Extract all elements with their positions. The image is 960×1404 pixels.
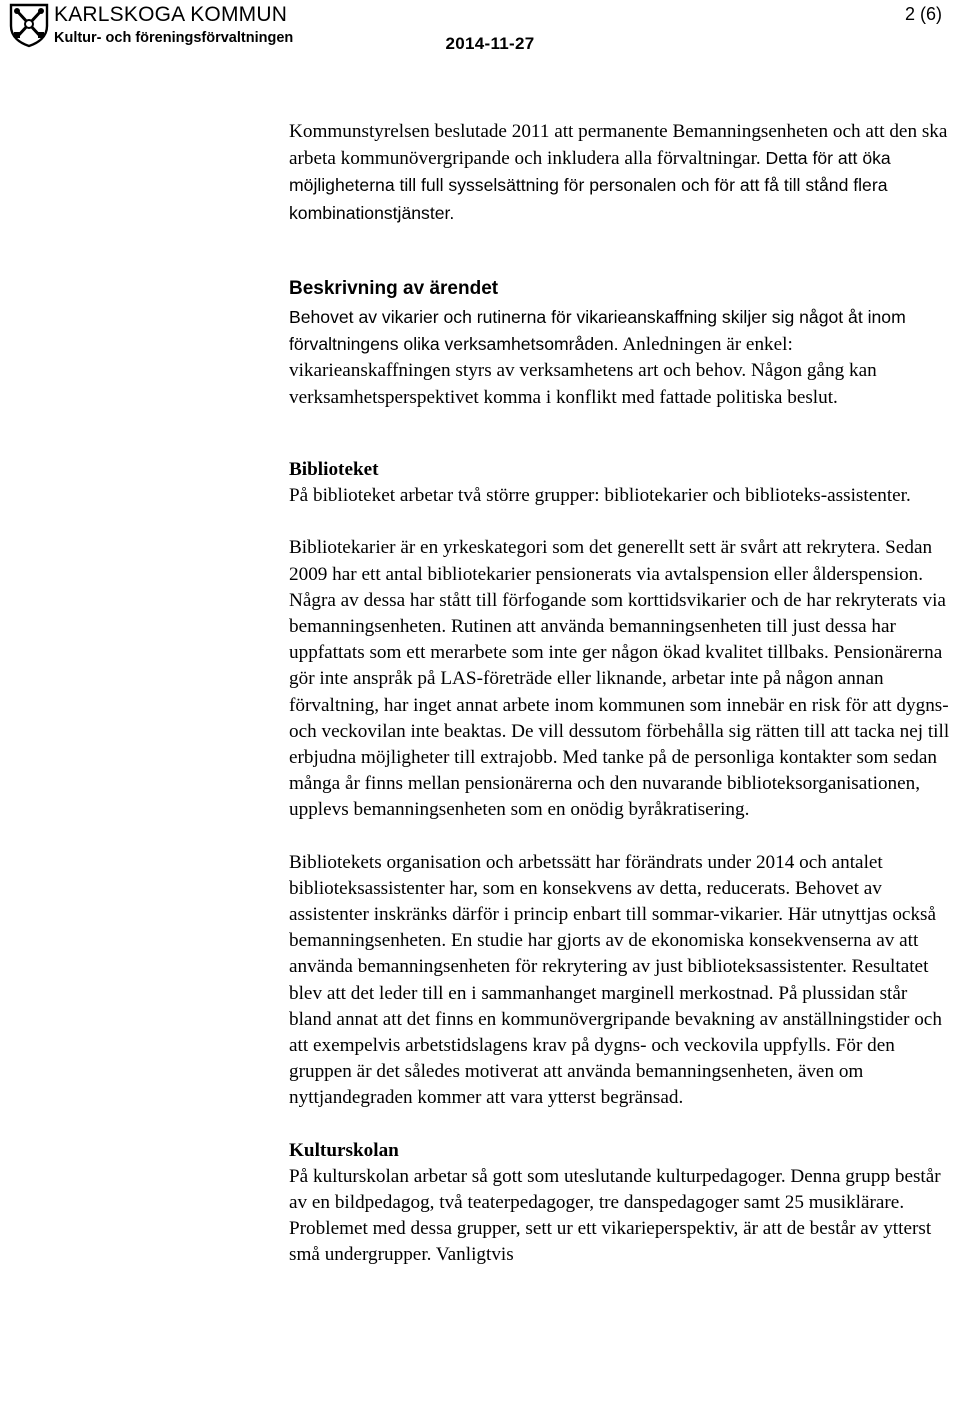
section-heading-kulturskolan: Kulturskolan (289, 1139, 399, 1161)
biblioteket-paragraph-3: Bibliotekets organisation och arbetssätt har förändrats under 2014 och antalet biblioteksassistenter har, som en konsekvens av detta, reducerats. Behovet av assistenter inskränks därför i princip enbart till sommar-vikarier. Här utnyttjas också bemanningsenheten. En studie har gjorts av de ekonomiska konsekvenserna av att använda bemanningsenheten för rekrytering av just biblioteksassistenter. Resultatet blev att det leder till en i sammanhanget marginell merkostnad. På plussidan står bland annat att det finns en kommunövergripande bevakning av anställningstider och att exempelvis arbetstidslagens krav på dygns- och veckovila uppfylls. För den gruppen är det således motiverat att använda bemanningsenheten, även om nyttjandegraden kommer att vara ytterst begränsad. (289, 851, 942, 1109)
kulturskolan-paragraph-1: På kulturskolan arbetar så gott som uteslutande kulturpedagoger. Denna grupp består av en bildpedagog, två teaterpedagoger, tre danspedagoger samt 25 musiklärare. Problemet med dessa grupper, sett ur ett vikarieperspektiv, är att de består av ytterst små undergrupper. Vanligtvis (289, 1165, 941, 1266)
section-beskrivning-paragraph (289, 304, 954, 435)
department-name: Kultur- och föreningsförvaltningen (54, 30, 294, 46)
section-heading-biblioteket: Biblioteket (289, 459, 379, 480)
intro-text-sans: Detta för att öka möjligheterna till full sysselsättning för personalen och för att få till stånd flera kombinationstjänster. (289, 148, 891, 223)
document-body (289, 119, 954, 1269)
intro-paragraph (289, 119, 954, 224)
document-date: 2014-11-27 (445, 34, 535, 53)
beskrivning-text-sans: Behovet av vikarier och rutinerna för vikarieanskaffning skiljer sig något åt inom förvaltningens olika verksamhetsområden. (289, 307, 906, 355)
page-header (0, 0, 960, 70)
beskrivning-text-serif: Anledningen är enkel: vikarieanskaffningen styrs av verksamhetens art och behov. Någon gång kan verksamhetsperspektivet komma i konflikt med fattade politiska beslut. (289, 334, 877, 408)
biblioteket-paragraph-2: Bibliotekarier är en yrkeskategori som det generellt sett är svårt att rekrytera. Sedan 2009 har ett antal bibliotekarier pensionerats via avtalspension eller ålderspension. Några av dessa har stått till förfogande som korttidsvikarier och de har rekryterats via bemanningsenheten. Rutinen att använda bemanningsenheten till just dessa har uppfattats som ett merarbete som inte ger någon ökad kvalitet tillbaks. Pensionärerna gör inte anspråk på LAS-företräde eller liknande, arbetar inte på någon annan förvaltning, har inget annat arbete inom kommunen som innebär en risk för att dygns- och veckovilan inte beaktas. De vill dessutom förbehålla sig rätten till att tacka nej till erbjudna möjligheter till extrajobb. Med tanke på de personliga kontakter som sedan många år finns mellan pensionärerna och den nuvarande biblioteksorganisationen, upplevs bemanningsenheten som en onödig byråkratisering. (289, 537, 950, 821)
section-heading-beskrivning: Beskrivning av ärendet (289, 278, 499, 299)
intro-text-serif: Kommunstyrelsen beslutade 2011 att permanente Bemanningsenheten och att den ska arbeta kommunövergripande och inkludera alla förvaltningar. (289, 121, 948, 170)
organization-name: KARLSKOGA KOMMUN (54, 3, 288, 26)
biblioteket-paragraph-1: På biblioteket arbetar två större grupper: bibliotekarier och biblioteks-assistenter. (289, 485, 911, 507)
page-number: 2 (6) (904, 4, 942, 24)
